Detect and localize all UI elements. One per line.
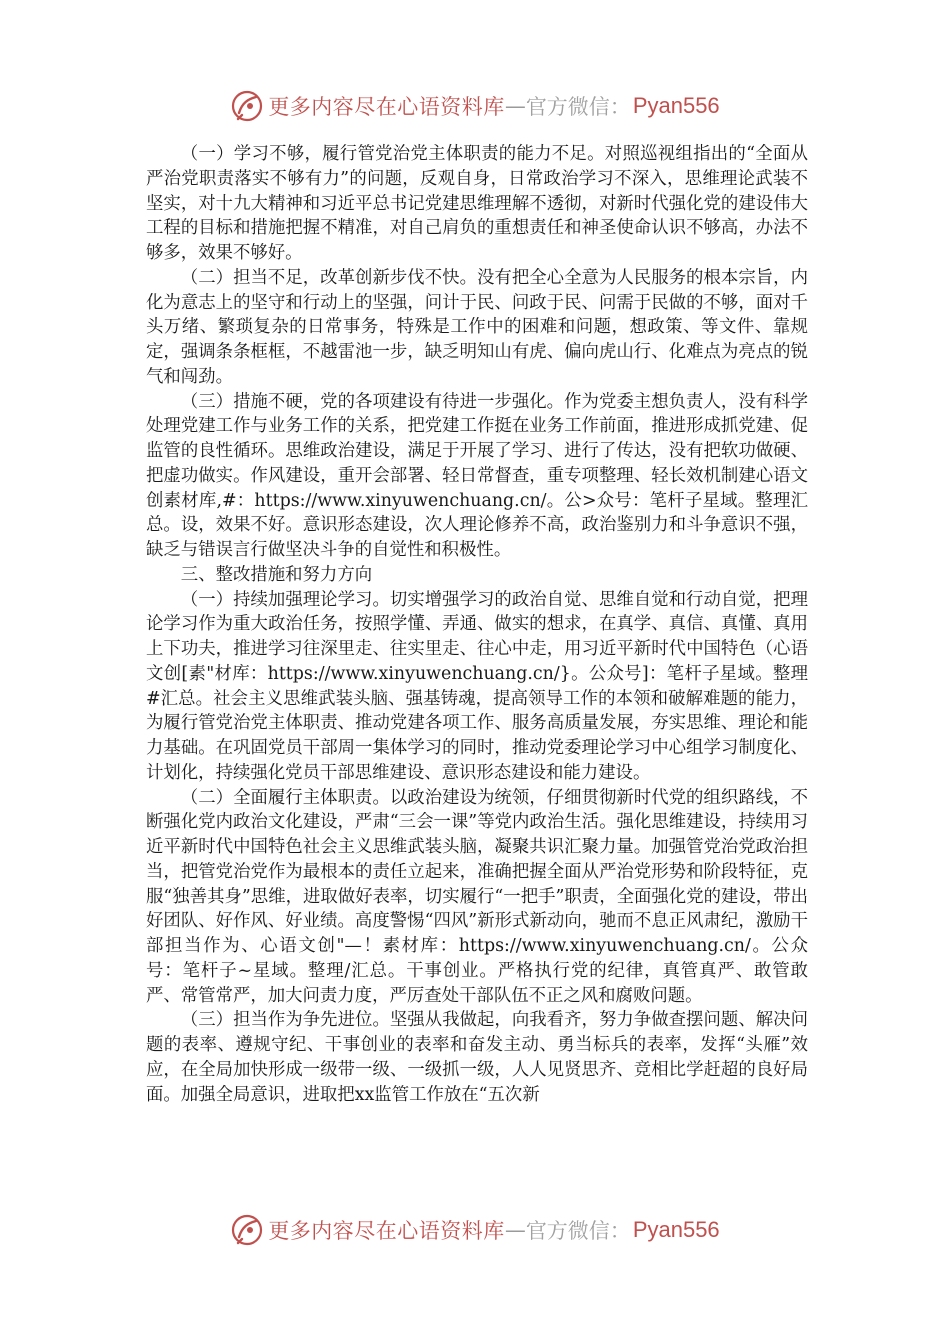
paragraph-4: （一）持续加强理论学习。切实增强学习的政治自觉、思维自觉和行动自觉，把理论学习作为重大政治任务，按照学懂、弄通、做实的想求，在真学、真信、真懂、真用上下功夫，推进学习往深里走、往实里走、往心中走，用习近平新时代中国特色（心语文创[素"材库：https://www.xinyuwenchuang.cn/}。公众号]：笔杆子星域。整理#汇总。社会主义思维武装头脑、强基铸魂，提高领导工作的本领和破解难题的能力，为履行管党治党主体职责、推动党建各项工作、服务高质量发展，夯实思维、理论和能力基础。在巩固党员干部周一集体学习的同时，推动党委理论学习中心组学习制度化、计划化，持续强化党员干部思维建设、意识形态建设和能力建设。	[146, 589, 808, 783]
wechat-label: 官方微信：	[525, 95, 631, 119]
paragraph-6: （三）担当作为争先进位。坚强从我做起，向我看齐，努力争做查摆问题、解决问题的表率、遵规守纪、干事创业的表率和奋发主动、勇当标兵的表率，发挥“头雁”效应，在全局加快形成一级带一级、一级抓一级，人人见贤思齐、竞相比学赶超的良好局面。加强全局意识，进取把xx监管工作放在“五次新	[146, 1010, 808, 1105]
banner-separator: —	[504, 94, 526, 118]
footer-banner	[0, 1210, 950, 1250]
section-heading: 三、整改措施和努力方向	[180, 564, 373, 585]
header-banner	[0, 86, 950, 126]
paragraph-1: （一）学习不够，履行管党治党主体职责的能力不足。对照巡视组指出的“全面从严治党职责落实不够有力”的问题，反观自身，日常政治学习不深入，思维理论武装不坚实，对十九大精神和习近平总书记党建思维理解不透彻，对新时代强化党的建设伟大工程的目标和措施把握不精准，对自己肩负的重想责任和神圣使命认识不够高，办法不够多，效果不够好。	[146, 144, 808, 263]
brand-text: 更多内容尽在心语资料库	[268, 1219, 505, 1243]
document-body	[146, 142, 808, 1107]
brand-logo-icon	[230, 1213, 264, 1247]
brand-text: 更多内容尽在心语资料库	[268, 95, 505, 119]
paragraph-3: （三）措施不硬，党的各项建设有待进一步强化。作为党委主想负责人，没有科学处理党建工作与业务工作的关系，把党建工作挺在业务工作前面，推进形成抓党建、促监管的良性循环。思维政治建设，满足于开展了学习、进行了传达，没有把软功做硬、把虚功做实。作风建设，重开会部署、轻日常督查，重专项整理、轻长效机制建心语文创素材库,#：https://www.xinyuwenchuang.cn/。公>众号：笔杆子星域。整理汇总。设，效果不好。意识形态建设，次人理论修养不高，政治鉴别力和斗争意识不强，缺乏与错误言行做坚决斗争的自觉性和积极性。	[146, 391, 808, 560]
paragraph-5: （二）全面履行主体职责。以政治建设为统领，仔细贯彻新时代党的组织路线，不断强化党内政治文化建设，严肃“三会一课”等党内政治生活。强化思维建设，持续用习近平新时代中国特色社会主义思维武装头脑，凝聚共识汇聚力量。加强管党治党政治担当，把管党治党作为最根本的责任立起来，准确把握全面从严治党形势和阶段特征，克服“独善其身”思维，进取做好表率，切实履行“一把手”职责，全面强化党的建设，带出好团队、好作风、好业绩。高度警惕“四风”新形式新动向，驰而不息正风肃纪，激励干部担当作为、心语文创"—！素材库：https://www.xinyuwenchuang.cn/。公众号：笔杆子~星域。整理/汇总。干事创业。严格执行党的纪律，真管真严、敢管敢严、常管常严，加大问责力度，严厉查处干部队伍不正之风和腐败问题。	[146, 787, 808, 1006]
wechat-id: Pyan556	[632, 1217, 720, 1242]
wechat-label: 官方微信：	[525, 1219, 631, 1243]
wechat-id: Pyan556	[632, 93, 720, 118]
paragraph-2: （二）担当不足，改革创新步伐不快。没有把全心全意为人民服务的根本宗旨，内化为意志上的坚守和行动上的坚强，问计于民、问政于民、问需于民做的不够，面对千头万绪、繁琐复杂的日常事务，特殊是工作中的困难和问题，想政策、等文件、靠规定，强调条条框框，不越雷池一步，缺乏明知山有虎、偏向虎山行、化难点为亮点的锐气和闯劲。	[146, 267, 808, 387]
banner-separator: —	[504, 1218, 526, 1242]
brand-logo-icon	[230, 89, 264, 123]
